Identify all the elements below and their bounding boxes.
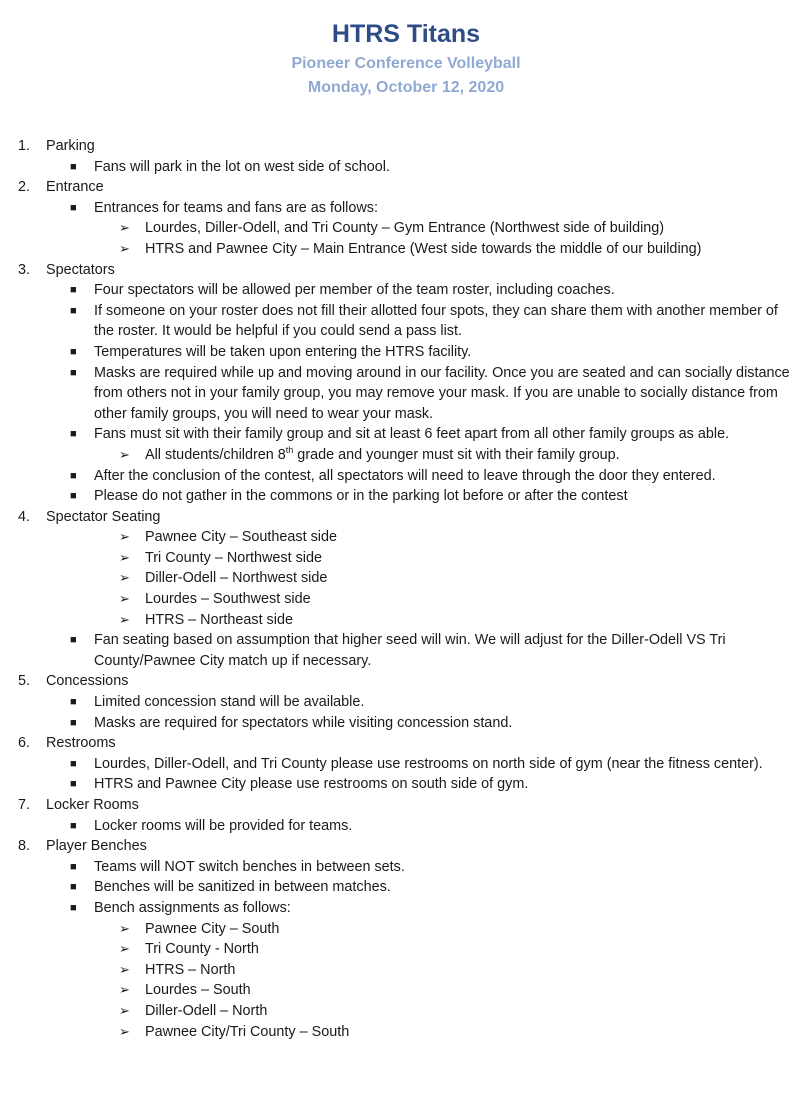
sub-item — [0, 980, 812, 1001]
sub-item-text: HTRS – North — [145, 961, 236, 978]
bullet-item-text: HTRS and Pawnee City please use restrooms on south side of gym. — [94, 776, 529, 793]
square-bullet-icon: ■ — [70, 304, 77, 317]
bullet-item — [0, 713, 812, 734]
sub-item — [0, 919, 812, 940]
bullet-item — [0, 898, 812, 919]
bullet-item — [0, 157, 812, 178]
section-heading — [0, 836, 812, 857]
square-bullet-icon: ■ — [70, 819, 77, 832]
square-bullet-icon: ■ — [70, 201, 77, 214]
bullet-item — [0, 301, 812, 342]
sub-item-text: All students/children 8th grade and younger must sit with their family group. — [145, 445, 620, 463]
square-bullet-icon: ■ — [70, 284, 77, 297]
bullet-item-text: Four spectators will be allowed per member of the team roster, including coaches. — [94, 282, 615, 299]
bullet-item-text: Fans will park in the lot on west side of school. — [94, 158, 390, 175]
bullet-item-text: Limited concession stand will be available. — [94, 694, 365, 711]
section-title: Restrooms — [46, 735, 116, 752]
bullet-item — [0, 774, 812, 795]
section-title: Entrance — [46, 179, 104, 196]
section-heading — [0, 795, 812, 816]
sub-item — [0, 610, 812, 631]
bullet-item — [0, 198, 812, 219]
section-title: Locker Rooms — [46, 797, 139, 813]
section-heading — [0, 507, 812, 528]
square-bullet-icon: ■ — [70, 696, 77, 709]
sub-item — [0, 527, 812, 548]
document-page — [0, 16, 812, 1096]
sub-item — [0, 568, 812, 589]
arrow-bullet-icon: ➢ — [119, 446, 130, 462]
bullet-item — [0, 342, 812, 363]
square-bullet-icon: ■ — [70, 881, 77, 894]
bullet-item — [0, 816, 812, 837]
arrow-bullet-icon: ➢ — [119, 591, 130, 607]
arrow-bullet-icon: ➢ — [119, 941, 130, 957]
sub-item — [0, 548, 812, 569]
section-title: Spectators — [46, 261, 115, 278]
bullet-item-text: Fan seating based on assumption that higher seed will win. We will adjust for the Diller-Odell VS Tri County/Pawnee City match up if necessary. — [94, 632, 726, 669]
square-bullet-icon: ■ — [70, 345, 77, 358]
bullet-item — [0, 857, 812, 878]
sub-item-text: Lourdes – Southwest side — [145, 591, 311, 608]
section-title: Parking — [46, 138, 95, 154]
sub-item-text: HTRS and Pawnee City – Main Entrance (West side towards the middle of our building) — [145, 240, 702, 257]
sub-item — [0, 218, 812, 239]
bullet-item-text: Lourdes, Diller-Odell, and Tri County please use restrooms on north side of gym (near the fitness center). — [94, 755, 763, 772]
section-title: Spectator Seating — [46, 508, 161, 525]
sub-item-text: Lourdes – South — [145, 982, 251, 999]
sub-item-text: Lourdes, Diller-Odell, and Tri County – Gym Entrance (Northwest side of building) — [145, 220, 665, 237]
arrow-bullet-icon: ➢ — [119, 961, 130, 977]
bullet-item-text: After the conclusion of the contest, all spectators will need to leave through the door they entered. — [94, 467, 716, 484]
square-bullet-icon: ■ — [70, 366, 77, 379]
arrow-bullet-icon: ➢ — [119, 549, 130, 565]
bullet-item — [0, 280, 812, 301]
section-number: 1. — [18, 138, 31, 154]
arrow-bullet-icon: ➢ — [119, 920, 130, 936]
sub-item — [0, 589, 812, 610]
bullet-item-text: Benches will be sanitized in between matches. — [94, 879, 391, 896]
bullet-item — [0, 630, 812, 671]
section-number: 5. — [18, 673, 31, 690]
bullet-item-text: Teams will NOT switch benches in between sets. — [94, 858, 405, 875]
section-heading — [0, 136, 812, 157]
section-heading — [0, 260, 812, 281]
sub-item-text: Tri County - North — [145, 941, 259, 958]
section-heading — [0, 671, 812, 692]
sub-item-text: Diller-Odell – North — [145, 1002, 268, 1019]
bullet-item-text: Locker rooms will be provided for teams. — [94, 817, 353, 834]
sub-item-text: Diller-Odell – Northwest side — [145, 570, 328, 587]
square-bullet-icon: ■ — [70, 634, 77, 647]
section-number: 6. — [18, 735, 31, 752]
document-subtitle: Pioneer Conference Volleyball — [291, 55, 521, 72]
section-heading — [0, 177, 812, 198]
square-bullet-icon: ■ — [70, 901, 77, 914]
square-bullet-icon: ■ — [70, 716, 77, 729]
sub-item — [0, 1001, 812, 1022]
square-bullet-icon: ■ — [70, 490, 77, 503]
document-title: HTRS Titans — [331, 20, 481, 48]
section-number: 8. — [18, 838, 31, 855]
bullet-item-text: Masks are required for spectators while visiting concession stand. — [94, 714, 513, 731]
sub-item-text: Tri County – Northwest side — [145, 549, 323, 566]
bullet-item — [0, 424, 812, 445]
section-number: 3. — [18, 261, 31, 278]
square-bullet-icon: ■ — [70, 469, 77, 482]
sub-item — [0, 239, 812, 260]
section-title: Concessions — [46, 673, 129, 690]
square-bullet-icon: ■ — [70, 757, 77, 770]
sub-item-text: HTRS – Northeast side — [145, 611, 293, 628]
arrow-bullet-icon: ➢ — [119, 1023, 130, 1039]
arrow-bullet-icon: ➢ — [119, 570, 130, 586]
bullet-item — [0, 754, 812, 775]
bullet-item-text: If someone on your roster does not fill their allotted four spots, they can share them with another member of the roster. It would be helpful if you could send a pass list. — [94, 302, 778, 340]
sub-item-text: Pawnee City – Southeast side — [145, 529, 337, 546]
bullet-item-text: Fans must sit with their family group and sit at least 6 feet apart from all other family groups as able. — [94, 426, 730, 443]
square-bullet-icon: ■ — [70, 428, 77, 441]
sub-item — [0, 445, 812, 466]
square-bullet-icon: ■ — [70, 160, 77, 173]
numbered-list — [0, 136, 812, 1042]
document-header — [0, 16, 812, 100]
bullet-item — [0, 466, 812, 487]
arrow-bullet-icon: ➢ — [119, 529, 130, 545]
bullet-item — [0, 692, 812, 713]
sub-item — [0, 1022, 812, 1043]
bullet-item-text: Please do not gather in the commons or in the parking lot before or after the contest — [94, 488, 628, 505]
bullet-item-text: Masks are required while up and moving around in our facility. Once you are seated and can socially distance from others not in your family group, you may remove your mask. If you are unable to socially distance from other family groups, you will need to wear your mask. — [94, 364, 790, 422]
section-number: 4. — [18, 508, 31, 525]
bullet-item — [0, 486, 812, 507]
arrow-bullet-icon: ➢ — [119, 982, 130, 998]
sub-item — [0, 939, 812, 960]
arrow-bullet-icon: ➢ — [119, 1002, 130, 1018]
arrow-bullet-icon: ➢ — [119, 611, 130, 627]
arrow-bullet-icon: ➢ — [119, 220, 130, 236]
sub-item-text: Pawnee City/Tri County – South — [145, 1023, 350, 1040]
bullet-item-text: Entrances for teams and fans are as follows: — [94, 199, 378, 216]
square-bullet-icon: ■ — [70, 778, 77, 791]
sub-item — [0, 960, 812, 981]
section-heading — [0, 733, 812, 754]
bullet-item-text: Bench assignments as follows: — [94, 899, 291, 916]
document-date: Monday, October 12, 2020 — [307, 79, 505, 96]
arrow-bullet-icon: ➢ — [119, 240, 130, 256]
square-bullet-icon: ■ — [70, 860, 77, 873]
bullet-item — [0, 363, 812, 425]
section-number: 2. — [18, 179, 31, 196]
bullet-item-text: Temperatures will be taken upon entering the HTRS facility. — [94, 343, 472, 360]
section-number: 7. — [18, 797, 31, 813]
bullet-item — [0, 877, 812, 898]
sub-item-text: Pawnee City – South — [145, 920, 280, 937]
section-title: Player Benches — [46, 838, 147, 855]
